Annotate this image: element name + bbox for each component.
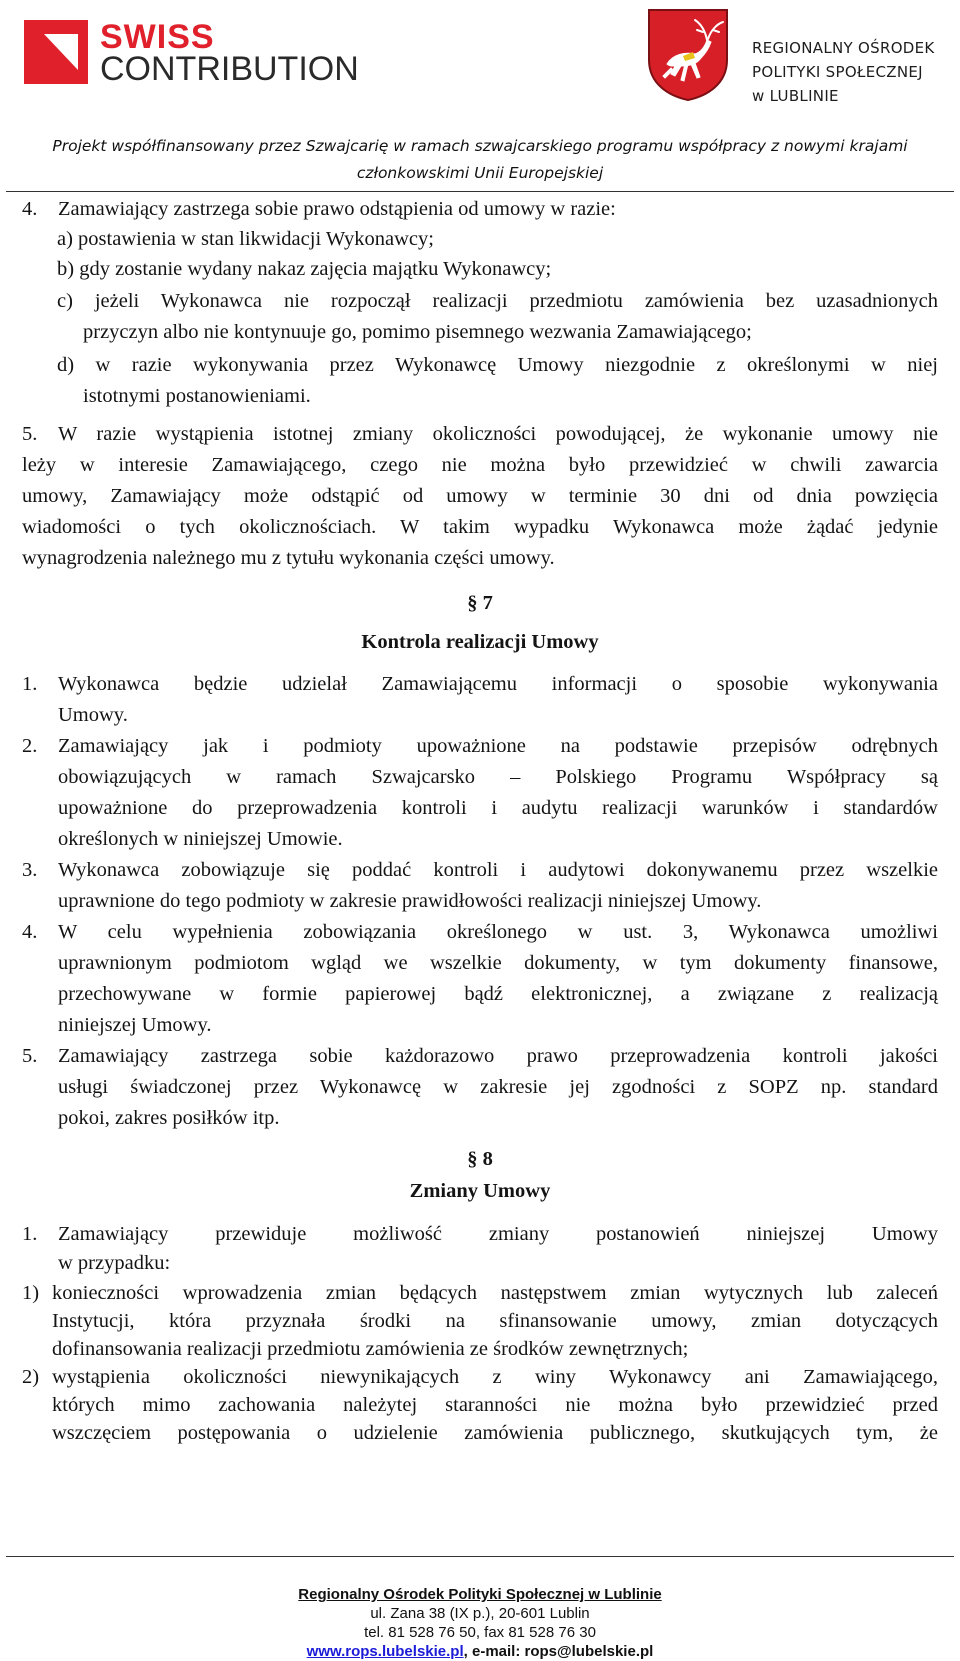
paragraph-text: wynagrodzenia należnego mu z tytułu wykonania części umowy. xyxy=(22,547,555,569)
paragraph-number: 5. xyxy=(22,423,38,445)
paragraph-text: uprawnione do tego podmioty w zakresie prawidłowości realizacji niniejszej Umowy. xyxy=(58,890,762,912)
paragraph-text: przechowywane w formie papierowej bądź elektronicznej, a związane z realizacją xyxy=(58,983,938,1005)
contribution-logo-word: CONTRIBUTION xyxy=(100,50,359,88)
paragraph-text: Zamawiający przewiduje możliwość zmiany postanowień niniejszej Umowy xyxy=(58,1223,938,1245)
page-header xyxy=(0,0,960,198)
paragraph-text: Zamawiający jak i podmioty upoważnione na podstawie przepisów odrębnych xyxy=(58,735,938,757)
section-number: § 7 xyxy=(467,592,493,614)
paragraph-text: W celu wypełnienia zobowiązania określonego w ust. 3, Wykonawca umożliwi xyxy=(58,921,938,943)
paragraph-text: W razie wystąpienia istotnej zmiany okoliczności powodującej, że wykonanie umowy nie xyxy=(58,423,938,445)
section-title: Zmiany Umowy xyxy=(409,1180,551,1202)
footer-address: ul. Zana 38 (IX p.), 20-601 Lublin xyxy=(370,1605,590,1622)
project-line-2: członkowskimi Unii Europejskiej xyxy=(356,164,604,182)
paragraph-text: określonych w niniejszej Umowie. xyxy=(58,828,343,850)
paragraph-number: 2. xyxy=(22,735,38,757)
section-number: § 8 xyxy=(467,1148,493,1170)
paragraph-text: Zamawiający zastrzega sobie każdorazowo prawo przeprowadzenia kontroli jakości xyxy=(58,1045,938,1067)
lubelskie-crest-icon xyxy=(645,6,731,102)
project-funding-note xyxy=(0,133,960,187)
page-footer xyxy=(0,1585,960,1661)
list-item: wystąpienia okoliczności niewynikających z winy Wykonawcy ani Zamawiającego, xyxy=(52,1366,938,1388)
rops-line-1: REGIONALNY OŚRODEK xyxy=(752,39,935,57)
paragraph-text: wiadomości o tych okolicznościach. W takim wypadku Wykonawca może żądać jedynie xyxy=(22,516,938,538)
paragraph-text: Wykonawca będzie udzielał Zamawiającemu informacji o sposobie wykonywania xyxy=(58,673,938,695)
rops-logo-text xyxy=(752,36,935,108)
paragraph-text: upoważnione do przeprowadzenia kontroli i audytu realizacji warunków i standardów xyxy=(58,797,938,819)
section-title: Kontrola realizacji Umowy xyxy=(361,631,599,653)
paragraph-number: 1. xyxy=(22,673,38,695)
paragraph-number: 1. xyxy=(22,1223,38,1245)
paragraph-text: usługi świadczonej przez Wykonawcę w zakresie jej zgodności z SOPZ np. standard xyxy=(58,1076,938,1098)
paragraph-text: umowy, Zamawiający może odstąpić od umowy w terminie 30 dni od dnia powzięcia xyxy=(22,485,938,507)
list-item: d) w razie wykonywania przez Wykonawcę Umowy niezgodnie z określonymi w niej xyxy=(57,354,938,376)
paragraph-text: obowiązujących w ramach Szwajcarsko – Polskiego Programu Współpracy są xyxy=(58,766,938,788)
paragraph-text: Umowy. xyxy=(58,704,128,726)
list-item: Instytucji, która przyznała środki na sfinansowanie umowy, zmian dotyczących xyxy=(52,1310,938,1332)
list-item: wszczęciem postępowania o udzielenie zamówienia publicznego, skutkujących tym, że xyxy=(52,1422,938,1444)
paragraph-text: pokoi, zakres posiłków itp. xyxy=(58,1107,280,1129)
rops-line-2: POLITYKI SPOŁECZNEJ xyxy=(752,63,923,81)
paragraph-text: uprawnionym podmiotom wgląd we wszelkie dokumenty, w tym dokumenty finansowe, xyxy=(58,952,938,974)
list-item: c) jeżeli Wykonawca nie rozpoczął realizacji przedmiotu zamówienia bez uzasadnionych xyxy=(57,290,938,312)
footer-email: , e-mail: rops@lubelskie.pl xyxy=(463,1643,654,1660)
footer-org-name: Regionalny Ośrodek Polityki Społecznej w Lublinie xyxy=(298,1586,662,1603)
project-line-1: Projekt współfinansowany przez Szwajcarię w ramach szwajcarskiego programu współpracy z nowymi krajami xyxy=(52,137,908,155)
list-item: b) gdy zostanie wydany nakaz zajęcia majątku Wykonawcy; xyxy=(57,258,552,280)
list-item-continuation: istotnymi postanowieniami. xyxy=(83,385,311,407)
swiss-flag-icon xyxy=(24,20,88,84)
paragraph-text: leży w interesie Zamawiającego, czego nie można było przewidzieć w chwili zawarcia xyxy=(22,454,938,476)
footer-phone: tel. 81 528 76 50, fax 81 528 76 30 xyxy=(364,1624,596,1641)
paragraph-text: w przypadku: xyxy=(58,1252,171,1274)
paragraph-number: 5. xyxy=(22,1045,38,1067)
list-item-continuation: przyczyn albo nie kontynuuje go, pomimo pisemnego wezwania Zamawiającego; xyxy=(83,321,752,343)
footer-divider xyxy=(6,1556,954,1557)
list-item: dofinansowania realizacji przedmiotu zamówienia ze środków zewnętrznych; xyxy=(52,1338,689,1360)
paragraph-number: 4. xyxy=(22,198,38,220)
paragraph-text: niniejszej Umowy. xyxy=(58,1014,212,1036)
list-item-number: 2) xyxy=(22,1366,40,1388)
list-item-number: 1) xyxy=(22,1282,40,1304)
swiss-logo-word: SWISS xyxy=(100,18,215,56)
list-item: a) postawienia w stan likwidacji Wykonawcy; xyxy=(57,228,434,250)
list-item: których mimo zachowania należytej staranności nie można było przewidzieć przed xyxy=(52,1394,938,1416)
footer-website-link[interactable]: www.rops.lubelskie.pl xyxy=(306,1643,464,1660)
footer-contact xyxy=(0,1642,960,1661)
paragraph-number: 4. xyxy=(22,921,38,943)
paragraph-text: Wykonawca zobowiązuje się poddać kontroli i audytowi dokonywanemu przez wszelkie xyxy=(58,859,938,881)
paragraph-text: Zamawiający zastrzega sobie prawo odstąpienia od umowy w razie: xyxy=(58,198,616,220)
header-divider xyxy=(6,191,954,192)
swiss-contribution-logo xyxy=(24,18,359,88)
list-item: konieczności wprowadzenia zmian będących następstwem zmian wytycznych lub zaleceń xyxy=(52,1282,938,1304)
rops-line-3: w LUBLINIE xyxy=(752,87,839,105)
paragraph-number: 3. xyxy=(22,859,38,881)
